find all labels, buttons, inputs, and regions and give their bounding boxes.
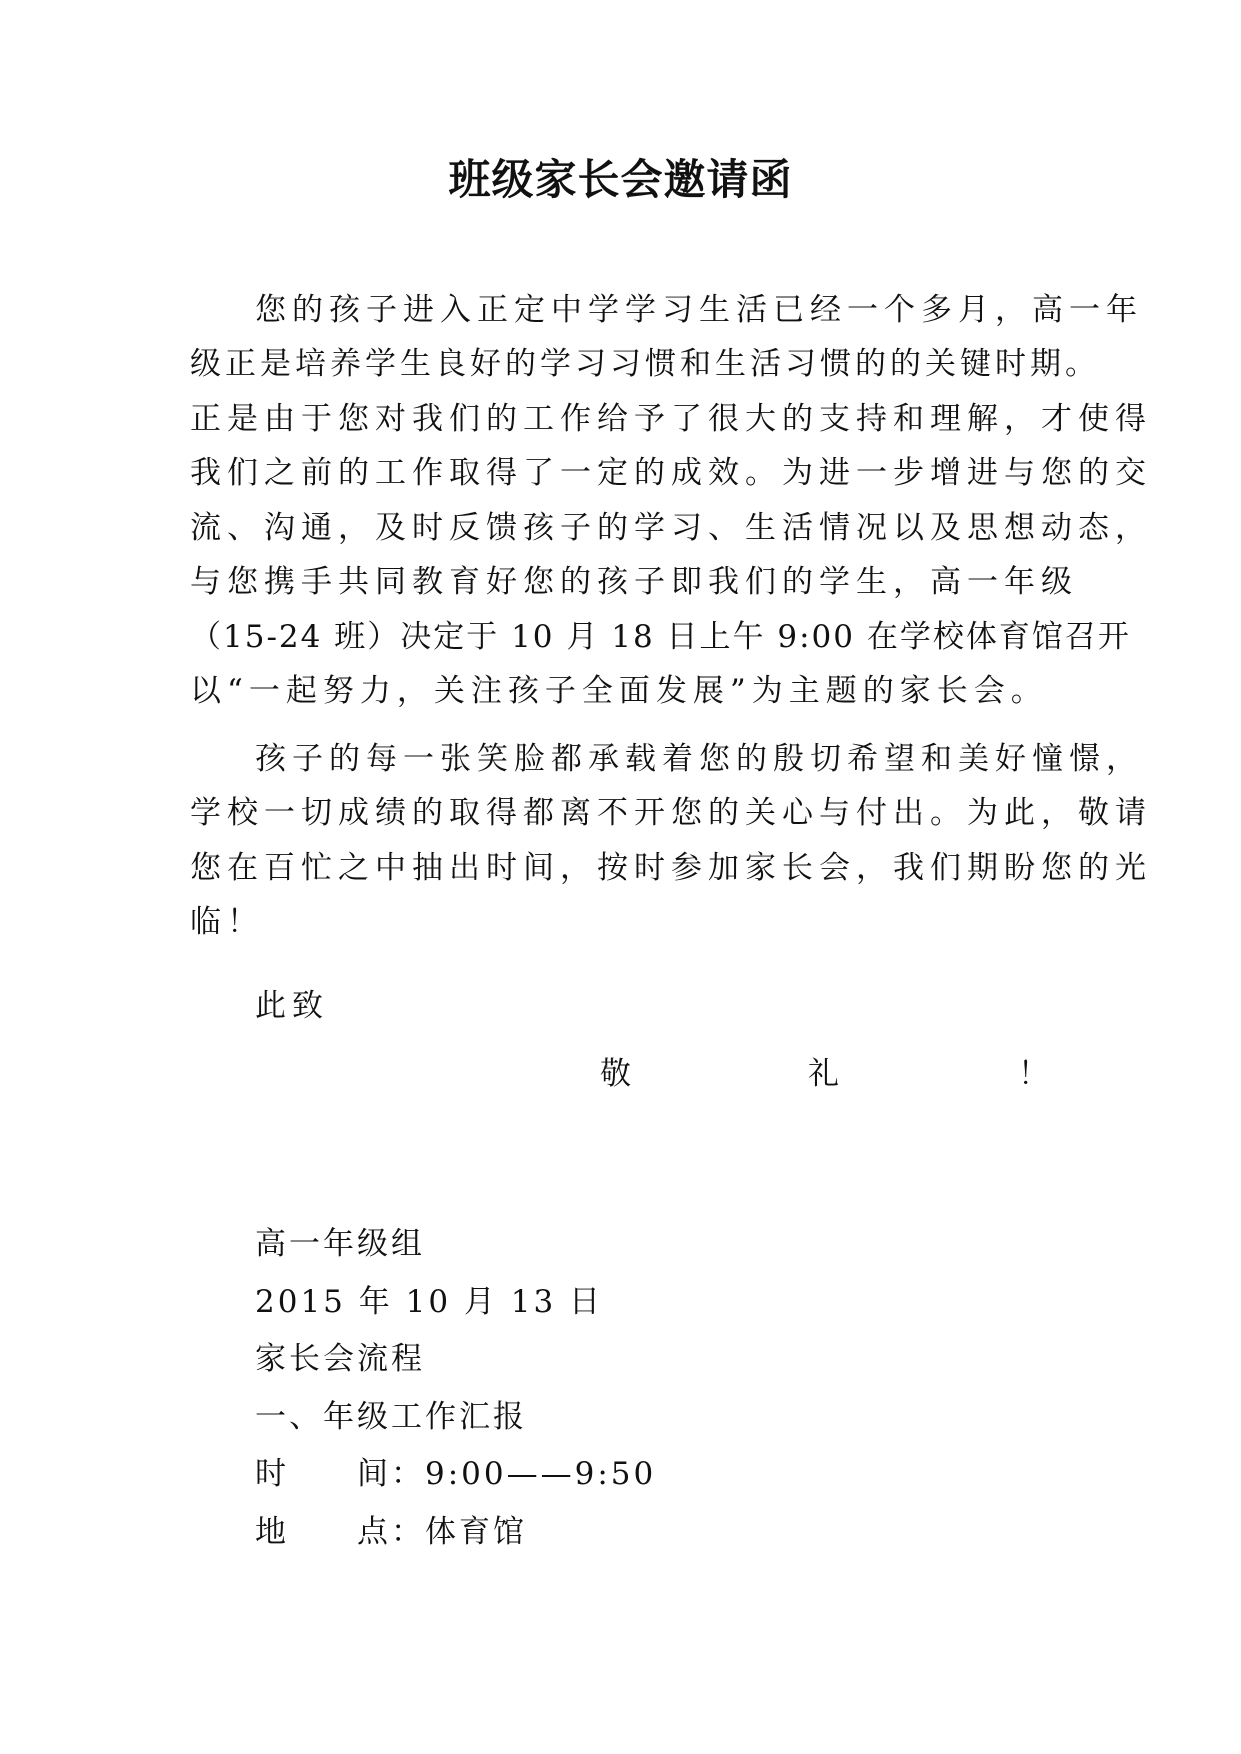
paragraph-line: 以“一起努力，关注孩子全面发展”为主题的家长会。	[190, 673, 1048, 709]
agenda-time-label: 时 间：	[255, 1456, 425, 1492]
paragraph-line: 您的孩子进入正定中学学习生活已经一个多月，高一年	[255, 292, 1143, 328]
document-title: 班级家长会邀请函	[448, 155, 793, 204]
signature-organization: 高一年级组	[255, 1226, 425, 1262]
paragraph-line: 您在百忙之中抽出时间，按时参加家长会，我们期盼您的光	[190, 850, 1152, 886]
paragraph-line: （15-24 班）决定于 10 月 18 日上午 9:00 在学校体育馆召开	[190, 619, 1131, 655]
paragraph-line: 学校一切成绩的取得都离不开您的关心与付出。为此，敬请	[190, 795, 1152, 831]
paragraph-line: 孩子的每一张笑脸都承载着您的殷切希望和美好憧憬，	[255, 741, 1143, 777]
agenda-time-value: 9:00——9:50	[425, 1456, 657, 1492]
paragraph-line: 正是由于您对我们的工作给予了很大的支持和理解，才使得	[190, 401, 1152, 437]
paragraph-line: 流、沟通，及时反馈孩子的学习、生活情况以及思想动态，	[190, 510, 1152, 546]
agenda-time	[255, 1452, 656, 1496]
paragraph-line: 我们之前的工作取得了一定的成效。为进一步增进与您的交	[190, 455, 1152, 491]
agenda-heading: 家长会流程	[255, 1341, 425, 1377]
closing-char-1: 敬	[600, 1056, 631, 1092]
agenda-place-value: 体育馆	[425, 1514, 527, 1550]
salutation-line: 此致	[255, 988, 329, 1024]
signature-date: 2015 年 10 月 13 日	[255, 1284, 604, 1320]
closing-char-2: 礼	[808, 1056, 839, 1092]
closing-char-3: ！	[1018, 1056, 1049, 1092]
agenda-place	[255, 1510, 527, 1554]
agenda-item: 一、年级工作汇报	[255, 1399, 527, 1435]
agenda-place-label: 地 点：	[255, 1514, 425, 1550]
paragraph-line: 级正是培养学生良好的学习习惯和生活习惯的的关键时期。	[190, 346, 1100, 382]
paragraph-line: 与您携手共同教育好您的孩子即我们的学生，高一年级	[190, 564, 1078, 600]
paragraph-line: 临！	[190, 904, 264, 940]
